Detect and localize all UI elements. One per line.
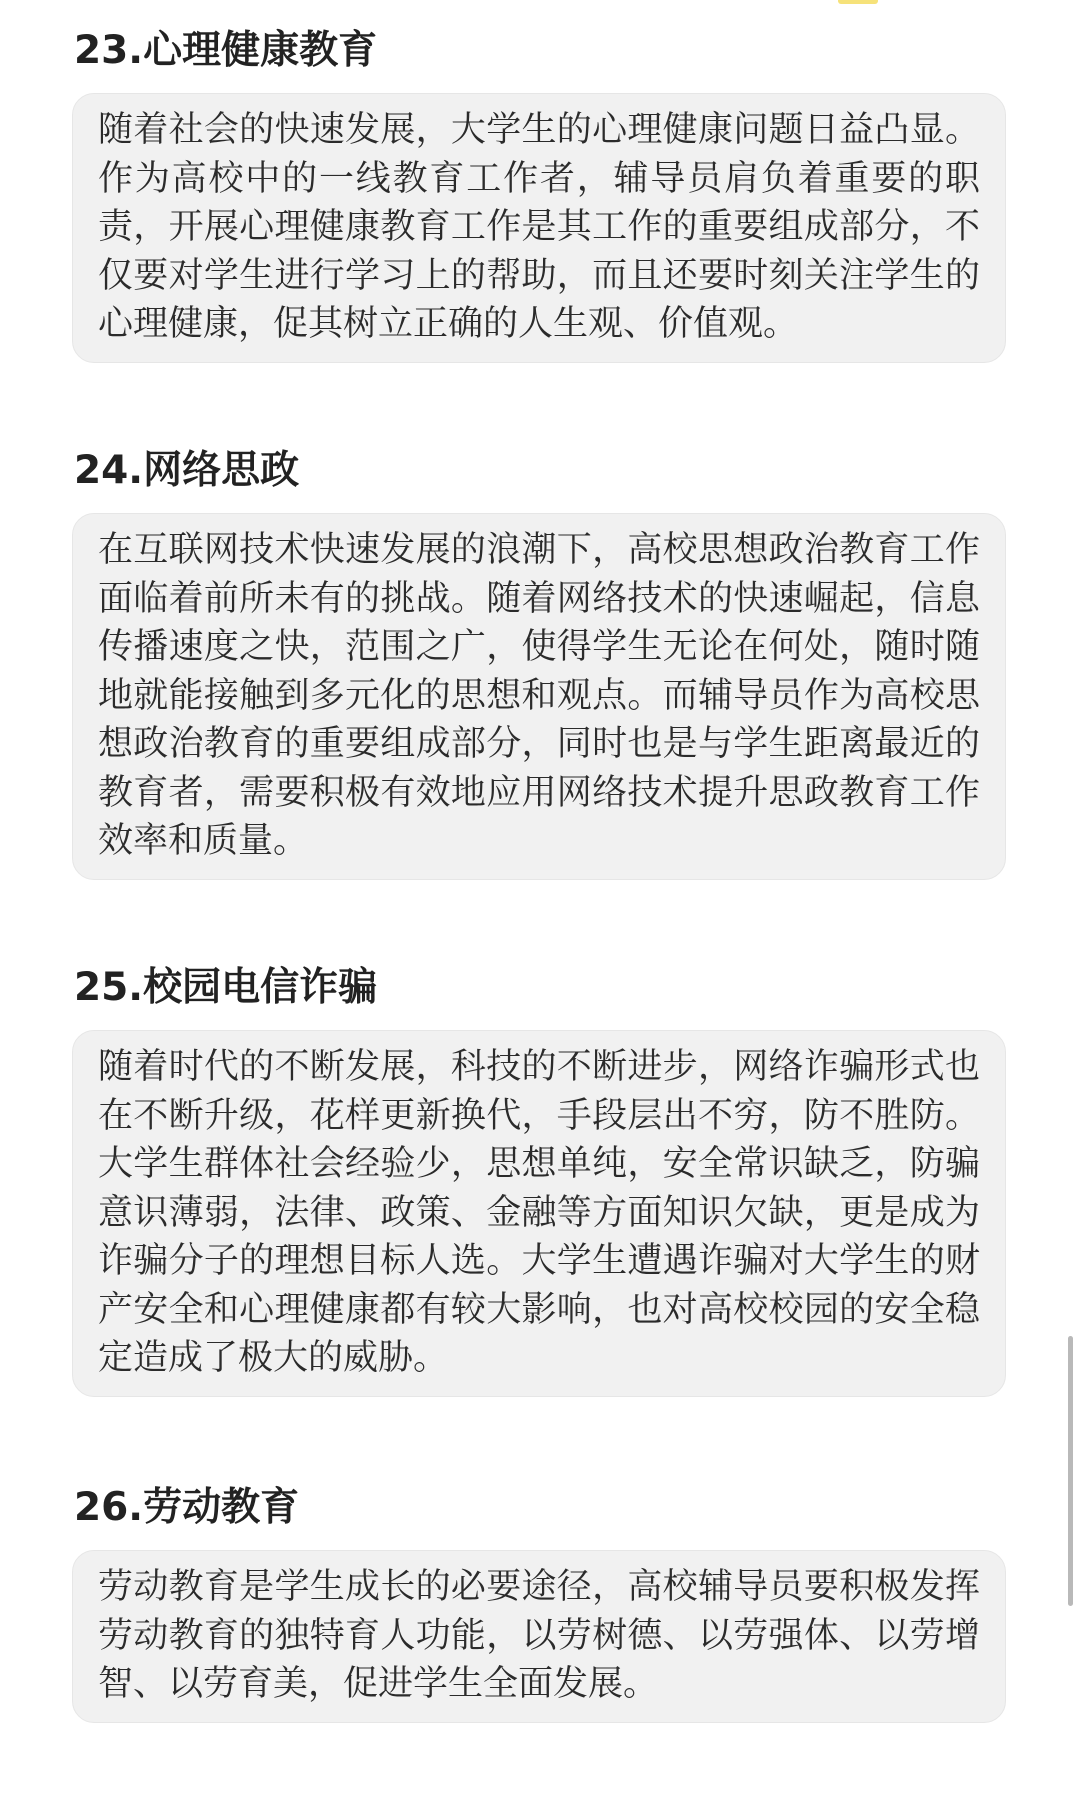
section-title: 26.劳动教育	[74, 1485, 300, 1530]
section-title: 25.校园电信诈骗	[74, 965, 378, 1010]
section-25	[72, 964, 1006, 1397]
section-title: 23.心理健康教育	[74, 28, 378, 73]
section-26	[72, 1484, 1006, 1723]
section-content-box	[72, 93, 1006, 363]
section-body: 随着时代的不断发展，科技的不断进步，网络诈骗形式也在不断升级，花样更新换代，手段层出不穷，防不胜防。大学生群体社会经验少，思想单纯，安全常识缺乏，防骗意识薄弱，法律、政策、金融等方面知识欠缺，更是成为诈骗分子的理想目标人选。大学生遭遇诈骗对大学生的财产安全和心理健康都有较大影响，也对高校校园的安全稳定造成了极大的威胁。	[98, 1047, 980, 1378]
section-content-box	[72, 513, 1006, 880]
section-content-box	[72, 1030, 1006, 1397]
section-24	[72, 447, 1006, 880]
section-title: 24.网络思政	[74, 448, 300, 493]
section-23	[72, 27, 1006, 363]
section-body: 随着社会的快速发展，大学生的心理健康问题日益凸显。作为高校中的一线教育工作者，辅导员肩负着重要的职责，开展心理健康教育工作是其工作的重要组成部分，不仅要对学生进行学习上的帮助，而且还要时刻关注学生的心理健康，促其树立正确的人生观、价值观。	[98, 110, 980, 344]
section-body: 在互联网技术快速发展的浪潮下，高校思想政治教育工作面临着前所未有的挑战。随着网络技术的快速崛起，信息传播速度之快，范围之广，使得学生无论在何处，随时随地就能接触到多元化的思想和观点。而辅导员作为高校思想政治教育的重要组成部分，同时也是与学生距离最近的教育者，需要积极有效地应用网络技术提升思政教育工作效率和质量。	[98, 530, 980, 861]
vertical-scrollbar[interactable]	[1068, 1336, 1073, 1606]
section-content-box	[72, 1550, 1006, 1723]
top-highlight-decoration	[838, 0, 878, 4]
section-body: 劳动教育是学生成长的必要途径，高校辅导员要积极发挥劳动教育的独特育人功能，以劳树德、以劳强体、以劳增智、以劳育美，促进学生全面发展。	[98, 1567, 980, 1704]
